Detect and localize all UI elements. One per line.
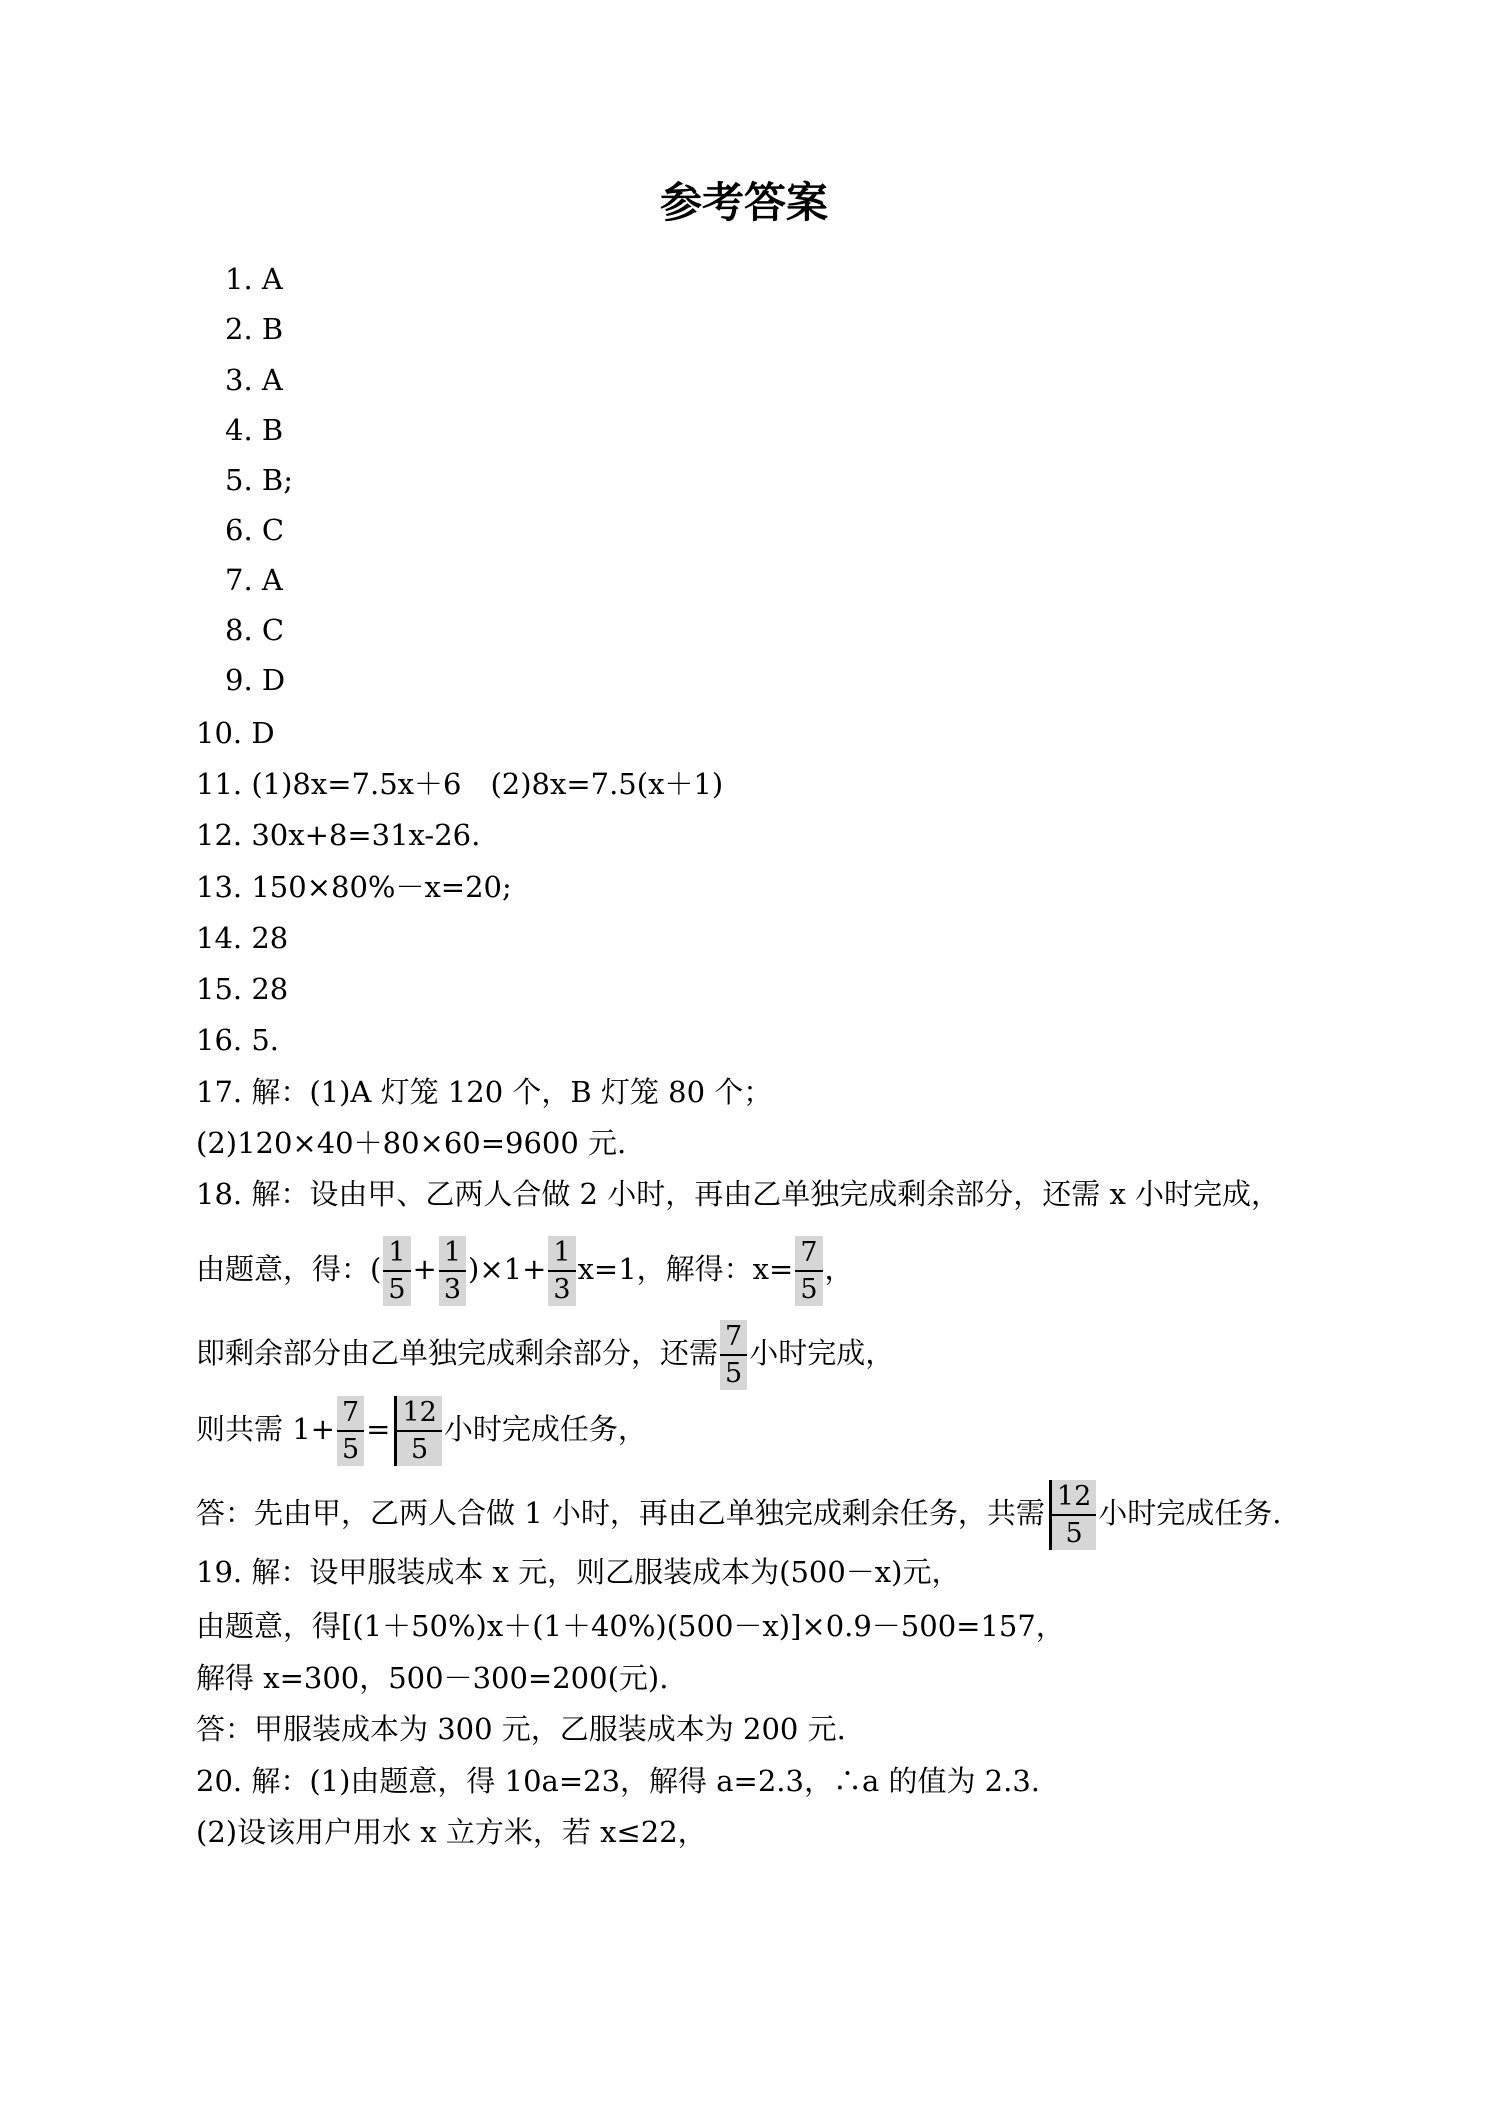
answer-4: 4. B [225, 413, 284, 447]
answer-19-conclusion: 答：甲服装成本为 300 元，乙服装成本为 200 元. [196, 1712, 846, 1746]
statement-text: 则共需 1+ [196, 1412, 335, 1446]
fraction-12-5: $\frac{12}{5}$ [394, 1396, 441, 1466]
answer-15: 15. 28 [196, 972, 289, 1006]
statement-text: 小时完成任务， [443, 1412, 647, 1446]
answer-18: 18. 解：设由甲、乙两人合做 2 小时，再由乙单独完成剩余部分，还需 x 小时完成， [196, 1177, 1281, 1211]
answer-13: 13. 150×80%－x=20; [196, 870, 512, 904]
page-title: 参考答案 [659, 178, 828, 227]
answer-8: 8. C [225, 613, 285, 647]
answer-16: 16. 5. [196, 1023, 280, 1057]
fraction-7-5: $\frac{7}{5}$ [720, 1320, 747, 1390]
equation-text: )×1+ [468, 1252, 547, 1286]
fraction-7-5: $\frac{7}{5}$ [795, 1236, 822, 1306]
answer-5: 5. B; [225, 463, 293, 497]
answer-1: 1. A [225, 262, 283, 296]
fraction-1-3: $\frac{1}{3}$ [439, 1236, 466, 1306]
statement-text: 答：先由甲，乙两人合做 1 小时，再由乙单独完成剩余任务，共需 [196, 1496, 1045, 1530]
answer-18-total [196, 1396, 647, 1466]
equation-text: ， [824, 1252, 854, 1286]
equation-text: x=1，解得：x= [577, 1252, 794, 1286]
equation-text: 由题意，得：( [196, 1252, 382, 1286]
answer-17: 17. 解：(1)A 灯笼 120 个，B 灯笼 80 个； [196, 1075, 773, 1109]
answer-11: 11. (1)8x=7.5x＋6 (2)8x=7.5(x＋1) [196, 767, 724, 801]
statement-text: = [366, 1412, 391, 1446]
answer-6: 6. C [225, 513, 285, 547]
answer-12: 12. 30x+8=31x-26. [196, 818, 481, 852]
answer-9: 9. D [225, 663, 286, 697]
fraction-1-3: $\frac{1}{3}$ [548, 1236, 575, 1306]
answer-3: 3. A [225, 363, 283, 397]
answer-20-part2: (2)设该用户用水 x 立方米，若 x≤22， [196, 1815, 707, 1849]
fraction-1-5: $\frac{1}{5}$ [383, 1236, 410, 1306]
answer-18-conclusion [196, 1480, 1281, 1550]
equation-text: + [412, 1252, 437, 1286]
answer-18-equation [196, 1236, 854, 1306]
answer-19-solution: 解得 x=300，500－300=200(元). [196, 1661, 669, 1695]
answer-20: 20. 解：(1)由题意，得 10a=23，解得 a=2.3，∴a 的值为 2.3. [196, 1764, 1041, 1798]
answer-19-equation: 由题意，得[(1＋50%)x＋(1＋40%)(500－x)]×0.9－500=157， [196, 1609, 1065, 1643]
fraction-7-5: $\frac{7}{5}$ [337, 1396, 364, 1466]
answer-19: 19. 解：设甲服装成本 x 元，则乙服装成本为(500－x)元， [196, 1555, 961, 1589]
statement-text: 即剩余部分由乙单独完成剩余部分，还需 [196, 1336, 719, 1370]
statement-text: 小时完成， [749, 1336, 895, 1370]
fraction-12-5: $\frac{12}{5}$ [1049, 1480, 1096, 1550]
answer-18-remainder [196, 1320, 894, 1390]
answer-17-part2: (2)120×40＋80×60=9600 元. [196, 1126, 627, 1160]
answer-2: 2. B [225, 312, 284, 346]
answer-14: 14. 28 [196, 921, 289, 955]
answer-10: 10. D [196, 716, 275, 750]
statement-text: 小时完成任务. [1098, 1496, 1282, 1530]
answer-7: 7. A [225, 563, 283, 597]
